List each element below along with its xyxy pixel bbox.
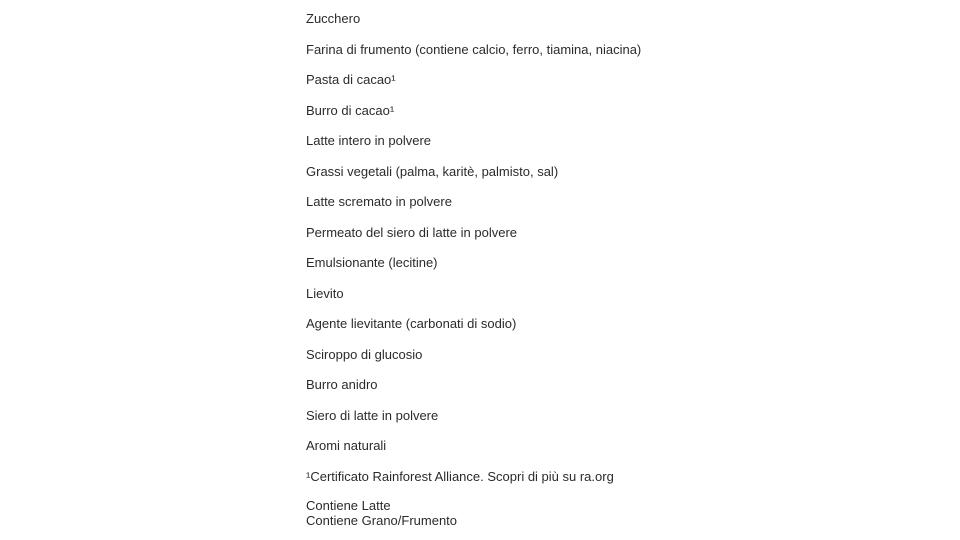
allergen-wheat: Contiene Grano/Frumento [306,513,458,528]
allergen-statement [306,498,457,528]
allergen-milk: Contiene Latte [306,498,391,513]
ingredient-item: Pasta di cacao¹ [306,72,396,87]
ingredient-item: Agente lievitante (carbonati di sodio) [306,316,517,331]
ingredients-list [306,11,641,499]
ingredient-item: Latte scremato in polvere [306,194,452,209]
ingredient-item: Emulsionante (lecitine) [306,255,438,270]
ingredient-item: Burro di cacao¹ [306,102,395,118]
ingredient-item: Sciroppo di glucosio [306,346,423,362]
ingredient-item: Latte intero in polvere [306,133,432,148]
ingredient-item: Siero di latte in polvere [306,407,439,423]
certification-note: ¹Certificato Rainforest Alliance. Scopri di più su ra.org [306,468,614,484]
ingredient-item: Grassi vegetali (palma, karitè, palmisto, sal) [306,163,559,179]
ingredient-item: Permeato del siero di latte in polvere [306,224,518,240]
ingredient-item: Farina di frumento (contiene calcio, ferro, tiamina, niacina) [306,41,642,57]
ingredient-item: Aromi naturali [306,438,387,453]
ingredient-item: Lievito [306,285,344,301]
ingredient-item: Zucchero [306,11,361,26]
ingredient-item: Burro anidro [306,377,378,392]
